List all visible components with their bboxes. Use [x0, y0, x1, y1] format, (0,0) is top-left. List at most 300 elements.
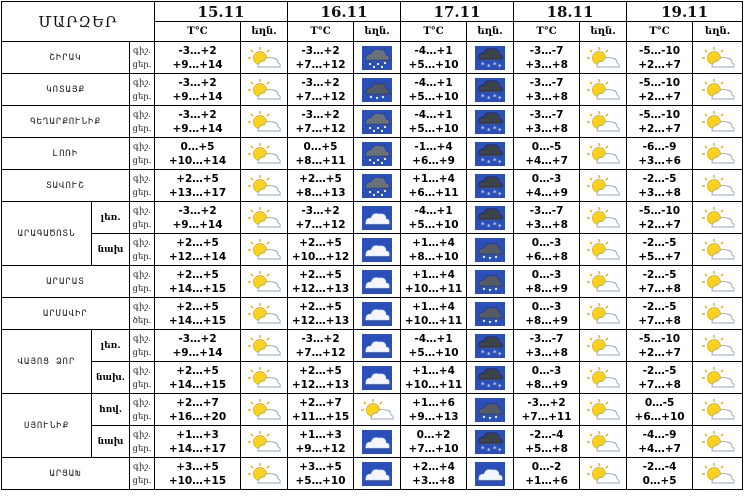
temperature-cell [155, 298, 241, 330]
night-temperature: +1…+4 [412, 300, 455, 313]
temperature-cell [627, 138, 693, 170]
day-temperature: +9…+14 [172, 90, 223, 103]
temperature-cell [155, 362, 241, 394]
night-temperature: +1…+4 [412, 172, 455, 185]
day-temperature: +12…+13 [291, 378, 350, 391]
day-label: ցեր. [132, 443, 152, 454]
night-temperature: -3…-7 [529, 108, 564, 121]
night-temperature: +2…+7 [176, 396, 219, 409]
temperature-cell [401, 170, 467, 202]
svg-text:*: * [493, 348, 497, 357]
weather-column-header: եղն. [693, 22, 743, 42]
svg-text:*: * [481, 60, 485, 69]
night-temperature: -4…+1 [414, 44, 453, 57]
day-temperature: +4…+7 [638, 442, 681, 455]
sun-cloud-icon [241, 202, 288, 234]
temperature-cell [627, 234, 693, 266]
region-row [2, 42, 743, 74]
day-temperature: +10…+14 [168, 154, 227, 167]
sun-cloud-icon [354, 394, 401, 426]
temperature-cell [401, 330, 467, 362]
day-temperature: +5…+7 [638, 250, 681, 263]
day-label: ցեր. [132, 155, 152, 166]
day-temperature: +16…+20 [168, 410, 227, 423]
temperature-cell [288, 458, 354, 490]
temperature-cell [627, 106, 693, 138]
sun-cloud-icon [580, 138, 627, 170]
day-temperature: +8…+10 [408, 250, 459, 263]
night-temperature: +2…+5 [299, 364, 342, 377]
sun-cloud-icon [580, 426, 627, 458]
night-day-labels [130, 394, 155, 426]
region-row [2, 362, 743, 394]
temperature-cell [627, 362, 693, 394]
day-temperature: +5…+10 [408, 90, 459, 103]
day-temperature: +14…+15 [168, 282, 227, 295]
region-name: ՇԻՐԱԿ [2, 42, 130, 74]
sun-cloud-icon [241, 42, 288, 74]
day-temperature: +5…+8 [525, 442, 568, 455]
dark-snow-icon [467, 362, 514, 394]
dark-snow-icon [467, 202, 514, 234]
night-temperature: -5…-10 [638, 108, 681, 121]
temperature-cell [155, 74, 241, 106]
day-temperature: +9…+14 [172, 346, 223, 359]
night-temperature: 0…-3 [531, 172, 562, 185]
date-header: 16.11 [288, 2, 401, 22]
temperature-cell [155, 458, 241, 490]
cloud-icon [354, 458, 401, 490]
night-day-labels [130, 106, 155, 138]
temp-column-header: T°C [155, 22, 241, 42]
night-temperature: -2…-5 [642, 300, 677, 313]
temperature-cell [514, 202, 580, 234]
temp-column-header: T°C [288, 22, 354, 42]
sun-cloud-icon [693, 42, 743, 74]
night-day-labels [130, 138, 155, 170]
cloud-icon [354, 234, 401, 266]
temperature-cell [288, 234, 354, 266]
day-label: ցեր. [132, 59, 152, 70]
day-temperature: +8…+13 [295, 186, 346, 199]
svg-text:*: * [487, 446, 491, 454]
day-temperature: +7…+12 [295, 122, 346, 135]
night-day-labels [130, 202, 155, 234]
night-label: գիշ. [133, 45, 151, 56]
day-temperature: +5…+10 [295, 474, 346, 487]
day-temperature: +14…+15 [168, 378, 227, 391]
day-temperature: +7…+8 [638, 378, 681, 391]
temp-column-header: T°C [627, 22, 693, 42]
night-label: գիշ. [133, 333, 151, 344]
day-temperature: +13…+17 [168, 186, 227, 199]
svg-text:*: * [481, 348, 485, 357]
cloud-icon [354, 362, 401, 394]
temperature-cell [627, 394, 693, 426]
svg-text:*: * [481, 188, 485, 197]
day-label: ցեր. [132, 283, 152, 294]
region-row [2, 202, 743, 234]
region-row [2, 170, 743, 202]
cloud-icon [354, 202, 401, 234]
night-temperature: -3…+2 [301, 76, 340, 89]
night-temperature: -3…+2 [178, 44, 217, 57]
night-label: գիշ. [133, 109, 151, 120]
temperature-cell [288, 202, 354, 234]
subregion-name: նախ. [92, 362, 130, 394]
temperature-cell [401, 106, 467, 138]
temperature-cell [288, 138, 354, 170]
svg-text:*: * [493, 156, 497, 165]
svg-text:*: * [481, 220, 485, 229]
night-temperature: -3…+2 [178, 108, 217, 121]
day-temperature: +7…+11 [521, 410, 572, 423]
svg-text:*: * [498, 62, 502, 70]
day-temperature: +3…+8 [525, 218, 568, 231]
temperature-cell [401, 458, 467, 490]
night-temperature: +2…+7 [299, 396, 342, 409]
regions-header: ՄԱՐԶԵՐ [2, 2, 155, 42]
region-name: ԱՐՑԱԽ [2, 458, 130, 490]
dark-cloud-icon [467, 266, 514, 298]
night-temperature: -5…-10 [638, 332, 681, 345]
cloud-icon [354, 330, 401, 362]
day-temperature: +3…+6 [638, 154, 681, 167]
night-label: գիշ. [133, 205, 151, 216]
day-label: ցեր. [132, 187, 152, 198]
region-name: ԱՐԱԳԱԾՈՏՆ [2, 202, 92, 266]
night-temperature: 0…+5 [303, 140, 338, 153]
night-temperature: +2…+5 [299, 236, 342, 249]
sun-cloud-icon [693, 298, 743, 330]
day-label: ցեր. [132, 251, 152, 262]
temperature-cell [288, 362, 354, 394]
day-label: ցեր. [132, 123, 152, 134]
dark-cloud-icon [467, 394, 514, 426]
sun-cloud-icon [693, 234, 743, 266]
dark-snow-icon [467, 42, 514, 74]
subregion-name: նախ [92, 234, 130, 266]
night-temperature: +2…+5 [299, 300, 342, 313]
svg-text:*: * [493, 188, 497, 197]
day-temperature: +2…+7 [638, 122, 681, 135]
subregion-name: հով. [92, 394, 130, 426]
temperature-cell [514, 106, 580, 138]
night-temperature: -1…+4 [414, 140, 453, 153]
region-row [2, 234, 743, 266]
night-temperature: -2…-5 [642, 236, 677, 249]
temperature-cell [627, 74, 693, 106]
day-temperature: +4…+7 [525, 154, 568, 167]
svg-text:*: * [498, 126, 502, 134]
day-temperature: +7…+12 [295, 346, 346, 359]
weather-column-header: եղն. [580, 22, 627, 42]
dark-snow-icon [467, 330, 514, 362]
night-temperature: -3…+2 [301, 108, 340, 121]
day-temperature: 0…+5 [642, 474, 677, 487]
region-name: ԱՐՄԱՎԻՐ [2, 298, 130, 330]
night-temperature: 0…-5 [644, 396, 675, 409]
day-temperature: +9…+14 [172, 122, 223, 135]
day-temperature: +8…+9 [525, 314, 568, 327]
day-temperature: +2…+7 [638, 346, 681, 359]
svg-text:*: * [487, 350, 491, 358]
temperature-cell [514, 234, 580, 266]
svg-text:*: * [493, 220, 497, 229]
night-temperature: -3…-7 [529, 204, 564, 217]
day-temperature: +3…+8 [525, 90, 568, 103]
region-name: ԼՈՌԻ [2, 138, 130, 170]
cloud-icon [354, 426, 401, 458]
night-day-labels [130, 74, 155, 106]
sun-cloud-icon [580, 330, 627, 362]
night-temperature: -3…-7 [529, 44, 564, 57]
region-row [2, 426, 743, 458]
temp-column-header: T°C [401, 22, 467, 42]
svg-text:*: * [481, 156, 485, 165]
temperature-cell [401, 202, 467, 234]
day-temperature: +10…+15 [168, 474, 227, 487]
day-temperature: +3…+8 [638, 186, 681, 199]
sun-cloud-icon [241, 266, 288, 298]
night-temperature: -3…+2 [178, 204, 217, 217]
svg-text:*: * [493, 124, 497, 133]
night-label: գիշ. [133, 461, 151, 472]
night-temperature: +3…+5 [299, 460, 342, 473]
temperature-cell [155, 426, 241, 458]
sun-cloud-icon [580, 42, 627, 74]
temperature-cell [155, 394, 241, 426]
temperature-cell [155, 170, 241, 202]
sun-cloud-icon [693, 330, 743, 362]
sun-cloud-icon [580, 458, 627, 490]
day-temperature: +3…+8 [525, 58, 568, 71]
temperature-cell [627, 426, 693, 458]
day-temperature: +9…+14 [172, 218, 223, 231]
night-temperature: -4…+1 [414, 204, 453, 217]
temperature-cell [288, 170, 354, 202]
day-temperature: +6…+9 [412, 154, 455, 167]
date-header: 15.11 [155, 2, 288, 22]
night-temperature: -6…-9 [642, 140, 677, 153]
svg-text:*: * [487, 94, 491, 102]
day-temperature: +8…+11 [295, 154, 346, 167]
sun-cloud-icon [580, 170, 627, 202]
night-temperature: -3…+2 [301, 44, 340, 57]
night-day-labels [130, 234, 155, 266]
day-temperature: +3…+8 [525, 346, 568, 359]
day-temperature: +7…+12 [295, 218, 346, 231]
temperature-cell [401, 298, 467, 330]
cloud-icon [354, 298, 401, 330]
svg-text:*: * [481, 380, 485, 389]
dark-snow-icon [467, 74, 514, 106]
night-temperature: 0…-3 [531, 364, 562, 377]
night-label: գիշ. [133, 269, 151, 280]
sun-cloud-icon [241, 298, 288, 330]
day-temperature: +9…+13 [408, 410, 459, 423]
day-label: ցեր. [132, 91, 152, 102]
temperature-cell [288, 42, 354, 74]
sun-cloud-icon [693, 362, 743, 394]
night-day-labels [130, 458, 155, 490]
temperature-cell [401, 234, 467, 266]
temperature-cell [627, 458, 693, 490]
temperature-cell [288, 298, 354, 330]
night-temperature: 0…-5 [531, 140, 562, 153]
temperature-cell [514, 362, 580, 394]
day-label: ծեր. [132, 315, 152, 326]
night-temperature: -4…+1 [414, 108, 453, 121]
day-temperature: +10…+12 [291, 250, 350, 263]
svg-text:*: * [493, 60, 497, 69]
night-temperature: -4…-9 [642, 428, 677, 441]
night-label: գիշ. [133, 365, 151, 376]
day-temperature: +8…+9 [525, 378, 568, 391]
day-temperature: +7…+8 [638, 282, 681, 295]
sun-cloud-icon [241, 74, 288, 106]
temperature-cell [514, 138, 580, 170]
night-temperature: +1…+4 [412, 364, 455, 377]
subregion-name: լեռ. [92, 330, 130, 362]
forecast-table [1, 1, 743, 490]
snow-cloud-icon [354, 106, 401, 138]
night-temperature: -4…+1 [414, 76, 453, 89]
day-temperature: +12…+13 [291, 282, 350, 295]
temperature-cell [288, 426, 354, 458]
temperature-cell [514, 394, 580, 426]
sun-cloud-icon [241, 234, 288, 266]
temperature-cell [155, 330, 241, 362]
night-temperature: -3…+2 [301, 332, 340, 345]
svg-text:*: * [498, 222, 502, 230]
snow-cloud-icon [354, 42, 401, 74]
svg-text:*: * [498, 190, 502, 198]
night-temperature: 0…-3 [531, 268, 562, 281]
sun-cloud-icon [693, 170, 743, 202]
dark-cloud-icon [467, 298, 514, 330]
temperature-cell [288, 394, 354, 426]
night-temperature: -3…+2 [527, 396, 566, 409]
svg-text:*: * [487, 190, 491, 198]
night-temperature: -3…-7 [529, 76, 564, 89]
temperature-cell [514, 426, 580, 458]
night-day-labels [130, 298, 155, 330]
night-temperature: -2…-5 [642, 172, 677, 185]
region-row [2, 266, 743, 298]
svg-text:*: * [493, 380, 497, 389]
day-temperature: +7…+8 [638, 314, 681, 327]
night-temperature: -5…-10 [638, 44, 681, 57]
temperature-cell [514, 170, 580, 202]
night-temperature: -3…+2 [178, 332, 217, 345]
temperature-cell [401, 394, 467, 426]
temperature-cell [155, 42, 241, 74]
sun-cloud-icon [693, 394, 743, 426]
night-day-labels [130, 266, 155, 298]
snow-cloud-icon [354, 170, 401, 202]
sun-cloud-icon [580, 394, 627, 426]
temperature-cell [155, 106, 241, 138]
svg-text:*: * [487, 222, 491, 230]
temperature-cell [288, 330, 354, 362]
day-temperature: +3…+8 [525, 122, 568, 135]
sun-cloud-icon [241, 106, 288, 138]
night-temperature: +1…+6 [412, 396, 455, 409]
sun-cloud-icon [241, 170, 288, 202]
night-label: գիշ. [133, 301, 151, 312]
temp-column-header: T°C [514, 22, 580, 42]
night-day-labels [130, 42, 155, 74]
night-label: գիշ. [133, 141, 151, 152]
sun-cloud-icon [241, 426, 288, 458]
sun-cloud-icon [693, 202, 743, 234]
region-name: ՎԱՅՈՑ ՁՈՐ [2, 330, 92, 394]
svg-text:*: * [493, 444, 497, 453]
night-temperature: 0…-3 [531, 236, 562, 249]
region-row [2, 298, 743, 330]
weather-column-header: եղն. [241, 22, 288, 42]
temperature-cell [627, 330, 693, 362]
day-temperature: +7…+12 [295, 58, 346, 71]
sun-cloud-icon [580, 362, 627, 394]
day-temperature: +5…+10 [408, 218, 459, 231]
temperature-cell [401, 74, 467, 106]
sun-cloud-icon [241, 458, 288, 490]
night-temperature: -5…-10 [638, 204, 681, 217]
temperature-cell [155, 202, 241, 234]
night-temperature: +3…+5 [176, 460, 219, 473]
night-day-labels [130, 426, 155, 458]
day-label: ցեր. [132, 475, 152, 486]
temperature-cell [155, 234, 241, 266]
day-temperature: +6…+10 [634, 410, 685, 423]
day-temperature: +12…+14 [168, 250, 227, 263]
sun-cloud-icon [693, 458, 743, 490]
svg-text:*: * [498, 350, 502, 358]
night-label: գիշ. [133, 77, 151, 88]
svg-text:*: * [487, 62, 491, 70]
night-temperature: -2…-4 [642, 460, 677, 473]
temperature-cell [155, 138, 241, 170]
temperature-cell [401, 138, 467, 170]
day-temperature: +3…+8 [412, 474, 455, 487]
night-temperature: -3…+2 [178, 76, 217, 89]
day-temperature: +12…+13 [291, 314, 350, 327]
temperature-cell [401, 426, 467, 458]
dark-snow-icon [467, 106, 514, 138]
sun-cloud-icon [580, 106, 627, 138]
night-temperature: 0…-2 [531, 460, 562, 473]
night-temperature: +1…+3 [176, 428, 219, 441]
region-row [2, 458, 743, 490]
svg-text:*: * [498, 446, 502, 454]
temperature-cell [288, 106, 354, 138]
region-name: ՏԱՎՈՒՇ [2, 170, 130, 202]
sun-cloud-icon [580, 266, 627, 298]
cloud-icon [467, 458, 514, 490]
sun-cloud-icon [693, 106, 743, 138]
svg-text:*: * [487, 126, 491, 134]
temperature-cell [514, 74, 580, 106]
night-temperature: -5…-10 [638, 76, 681, 89]
temperature-cell [627, 42, 693, 74]
day-temperature: +9…+14 [172, 58, 223, 71]
svg-text:*: * [498, 382, 502, 390]
day-label: ցեր. [132, 219, 152, 230]
region-row [2, 106, 743, 138]
day-temperature: +6…+8 [525, 250, 568, 263]
